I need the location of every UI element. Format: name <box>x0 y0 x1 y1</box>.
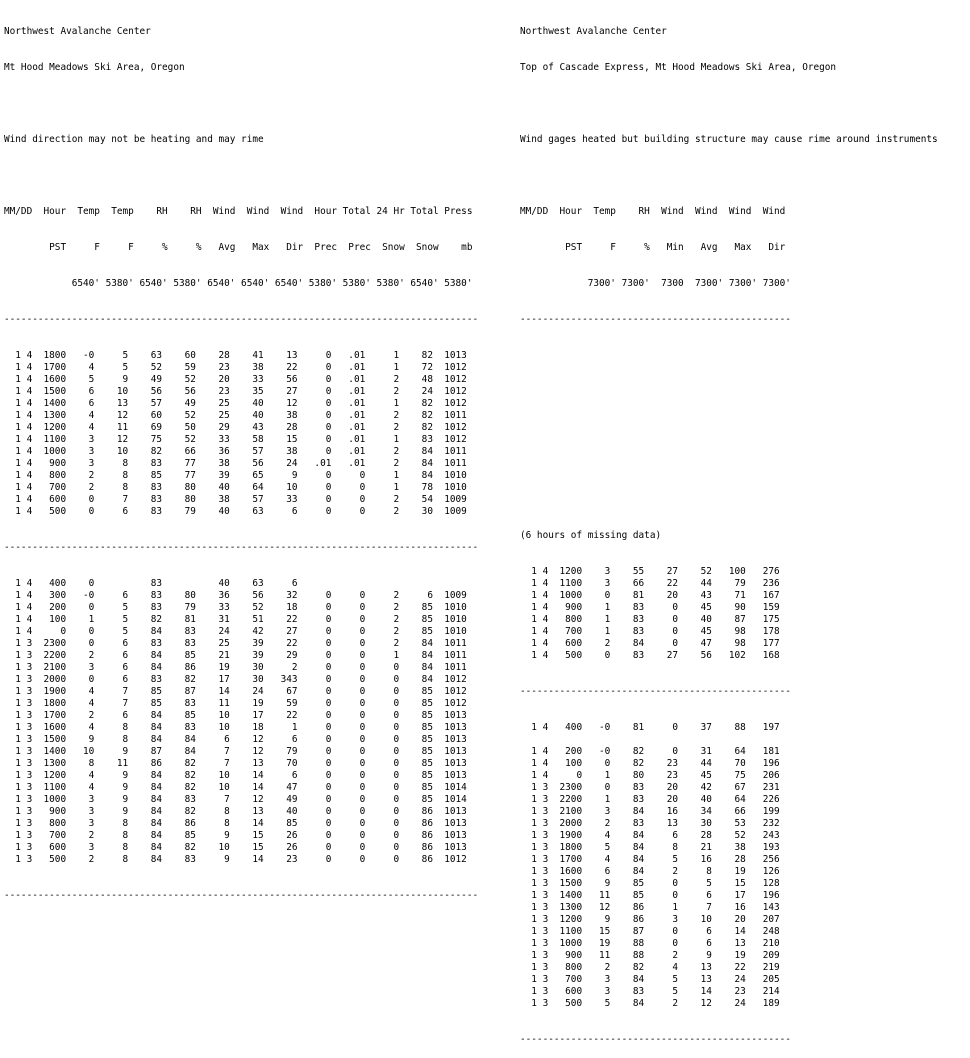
table-row: 1 3 700 2 8 84 85 9 15 26 0 0 0 86 1013 <box>4 830 467 841</box>
separator-line: ------------------------------------------------ <box>520 1034 791 1045</box>
data-block-older <box>4 578 478 866</box>
table-row: 1 4 200 0 5 83 79 33 52 18 0 0 2 85 1010 <box>4 602 467 613</box>
blank-line <box>520 458 938 470</box>
table-row: 1 3 1700 2 6 84 85 10 17 22 0 0 0 85 1013 <box>4 710 467 721</box>
separator-line: ------------------------------------------------ <box>520 314 791 325</box>
table-row: 1 4 200 -0 82 0 31 64 181 <box>520 746 780 757</box>
table-row: 1 4 700 1 83 0 45 98 178 <box>520 626 780 637</box>
station-location: Top of Cascade Express, Mt Hood Meadows Ski Area, Oregon <box>520 62 837 73</box>
table-row: 1 3 800 3 8 84 86 8 14 85 0 0 0 86 1013 <box>4 818 467 829</box>
table-row: 1 4 900 1 83 0 45 90 159 <box>520 602 780 613</box>
table-row: 1 4 0 1 80 23 45 75 206 <box>520 770 780 781</box>
table-row: 1 3 1700 4 84 5 16 28 256 <box>520 854 780 865</box>
table-row: 1 3 700 3 84 5 13 24 205 <box>520 974 780 985</box>
table-row: 1 3 500 5 84 2 12 24 189 <box>520 998 780 1009</box>
table-row: 1 3 1100 15 87 0 6 14 248 <box>520 926 780 937</box>
table-row: 1 3 1900 4 7 85 87 14 24 67 0 0 0 85 1012 <box>4 686 467 697</box>
table-row: 1 3 1900 4 84 6 28 52 243 <box>520 830 780 841</box>
table-row: 1 3 1800 5 84 8 21 38 193 <box>520 842 780 853</box>
separator-line: ------------------------------------------------ <box>520 686 791 697</box>
blank-line <box>4 170 478 182</box>
blank-line <box>520 422 938 434</box>
table-row: 1 4 0 0 5 84 83 24 42 27 0 0 2 85 1010 <box>4 626 467 637</box>
table-row: 1 4 100 0 82 23 44 70 196 <box>520 758 780 769</box>
table-row: 1 4 1000 0 81 20 43 71 167 <box>520 590 780 601</box>
table-row: 1 4 600 0 7 83 80 38 57 33 0 0 2 54 1009 <box>4 494 467 505</box>
table-row: 1 4 1500 6 10 56 56 23 35 27 0 .01 2 24 1012 <box>4 386 467 397</box>
table-row: 1 3 900 11 88 2 9 19 209 <box>520 950 780 961</box>
table-row: 1 3 1600 6 84 2 8 19 126 <box>520 866 780 877</box>
table-row: 1 4 400 -0 81 0 37 88 197 <box>520 722 780 733</box>
blank-line <box>520 386 938 398</box>
station-note: Wind gages heated but building structure may cause rime around instruments <box>520 134 938 145</box>
table-row: 1 4 1200 4 11 69 50 29 43 28 0 .01 2 82 1012 <box>4 422 467 433</box>
table-row: 1 3 600 3 8 84 82 10 15 26 0 0 0 86 1013 <box>4 842 467 853</box>
table-row: 1 4 300 -0 6 83 80 36 56 32 0 0 2 6 1009 <box>4 590 467 601</box>
meadows-station-report <box>4 2 478 914</box>
table-row: 1 4 1400 6 13 57 49 25 40 12 0 .01 1 82 1012 <box>4 398 467 409</box>
table-row: 1 4 1700 4 5 52 59 23 38 22 0 .01 1 72 1012 <box>4 362 467 373</box>
table-row: 1 3 1100 4 9 84 82 10 14 47 0 0 0 85 1014 <box>4 782 467 793</box>
table-row: 1 3 1200 9 86 3 10 20 207 <box>520 914 780 925</box>
separator-line: ------------------------------------------------------------------------------------ <box>4 314 479 325</box>
table-row: 1 3 600 3 83 5 14 23 214 <box>520 986 780 997</box>
data-block-recent <box>4 350 478 518</box>
separator-line: ------------------------------------------------------------------------------------ <box>4 542 479 553</box>
table-row: 1 4 1800 -0 5 63 60 28 41 13 0 .01 1 82 1013 <box>4 350 467 361</box>
column-header-labels: MM/DD Hour Temp RH Wind Wind Wind Wind <box>520 206 786 217</box>
table-row: 1 3 2000 0 6 83 82 17 30 343 0 0 0 84 1012 <box>4 674 467 685</box>
table-row: 1 3 2100 3 6 84 86 19 30 2 0 0 0 84 1011 <box>4 662 467 673</box>
column-header-units: PST F % Min Avg Max Dir <box>520 242 786 253</box>
table-row: 1 3 2300 0 83 20 42 67 231 <box>520 782 780 793</box>
table-row: 1 4 1200 3 55 27 52 100 276 <box>520 566 780 577</box>
table-row: 1 4 1100 3 12 75 52 33 58 15 0 .01 1 83 1012 <box>4 434 467 445</box>
blank-line <box>520 98 938 110</box>
table-row: 1 3 1400 11 85 0 6 17 196 <box>520 890 780 901</box>
org-name: Northwest Avalanche Center <box>4 26 151 37</box>
org-name: Northwest Avalanche Center <box>520 26 667 37</box>
table-row: 1 4 100 1 5 82 81 31 51 22 0 0 2 85 1010 <box>4 614 467 625</box>
table-row: 1 3 1600 4 8 84 83 10 18 1 0 0 0 85 1013 <box>4 722 467 733</box>
station-note: Wind direction may not be heating and may rime <box>4 134 264 145</box>
table-row: 1 3 2300 0 6 83 83 25 39 22 0 0 2 84 1011 <box>4 638 467 649</box>
table-row: 1 4 800 2 8 85 77 39 65 9 0 0 1 84 1010 <box>4 470 467 481</box>
table-row: 1 3 900 3 9 84 82 8 13 40 0 0 0 86 1013 <box>4 806 467 817</box>
blank-line <box>4 98 478 110</box>
table-row: 1 3 2200 1 83 20 40 64 226 <box>520 794 780 805</box>
table-row: 1 3 1300 8 11 86 82 7 13 70 0 0 0 85 1013 <box>4 758 467 769</box>
table-row: 1 4 500 0 6 83 79 40 63 6 0 0 2 30 1009 <box>4 506 467 517</box>
column-header-labels: MM/DD Hour Temp Temp RH RH Wind Wind Wind Hour Total 24 Hr Total Press <box>4 206 473 217</box>
table-row: 1 3 2000 2 83 13 30 53 232 <box>520 818 780 829</box>
table-row: 1 3 1500 9 8 84 84 6 12 6 0 0 0 85 1013 <box>4 734 467 745</box>
table-row: 1 3 1300 12 86 1 7 16 143 <box>520 902 780 913</box>
table-row: 1 4 1100 3 66 22 44 79 236 <box>520 578 780 589</box>
data-block-recent <box>520 566 938 662</box>
table-row: 1 4 1300 4 12 60 52 25 40 38 0 .01 2 82 1011 <box>4 410 467 421</box>
table-row: 1 4 1000 3 10 82 66 36 57 38 0 .01 2 84 1011 <box>4 446 467 457</box>
separator-line: ------------------------------------------------------------------------------------ <box>4 890 479 901</box>
table-row: 1 3 1800 4 7 85 83 11 19 59 0 0 0 85 1012 <box>4 698 467 709</box>
table-row: 1 3 1000 3 9 84 83 7 12 49 0 0 0 85 1014 <box>4 794 467 805</box>
table-row: 1 3 1000 19 88 0 6 13 210 <box>520 938 780 949</box>
table-row: 1 3 2200 2 6 84 85 21 39 29 0 0 1 84 1011 <box>4 650 467 661</box>
column-header-elevations: 6540' 5380' 6540' 5380' 6540' 6540' 6540' 5380' 5380' 5380' 6540' 5380' <box>4 278 473 289</box>
blank-line <box>520 494 938 506</box>
missing-data-note: (6 hours of missing data) <box>520 530 662 541</box>
table-row: 1 3 500 2 8 84 83 9 14 23 0 0 0 86 1012 <box>4 854 467 865</box>
table-row: 1 4 700 2 8 83 80 40 64 10 0 0 1 78 1010 <box>4 482 467 493</box>
table-row: 1 3 1200 4 9 84 82 10 14 6 0 0 0 85 1013 <box>4 770 467 781</box>
data-block-older <box>520 722 938 1010</box>
table-row: 1 4 1600 5 9 49 52 20 33 56 0 .01 2 48 1012 <box>4 374 467 385</box>
table-row: 1 4 500 0 83 27 56 102 168 <box>520 650 780 661</box>
column-header-elevations: 7300' 7300' 7300 7300' 7300' 7300' <box>520 278 791 289</box>
table-row: 1 4 900 3 8 83 77 38 56 24 .01 .01 2 84 1011 <box>4 458 467 469</box>
station-location: Mt Hood Meadows Ski Area, Oregon <box>4 62 185 73</box>
table-row: 1 3 1500 9 85 0 5 15 128 <box>520 878 780 889</box>
table-row: 1 4 600 2 84 0 47 98 177 <box>520 638 780 649</box>
table-row: 1 3 800 2 82 4 13 22 219 <box>520 962 780 973</box>
table-row: 1 4 800 1 83 0 40 87 175 <box>520 614 780 625</box>
blank-line <box>520 170 938 182</box>
column-header-units: PST F F % % Avg Max Dir Prec Prec Snow Snow mb <box>4 242 473 253</box>
table-row <box>520 734 938 746</box>
table-row: 1 3 2100 3 84 16 34 66 199 <box>520 806 780 817</box>
cascade-express-station-report <box>520 2 938 1058</box>
table-row: 1 3 1400 10 9 87 84 7 12 79 0 0 0 85 1013 <box>4 746 467 757</box>
blank-line <box>520 350 938 362</box>
table-row: 1 4 400 0 83 40 63 6 <box>4 578 298 589</box>
